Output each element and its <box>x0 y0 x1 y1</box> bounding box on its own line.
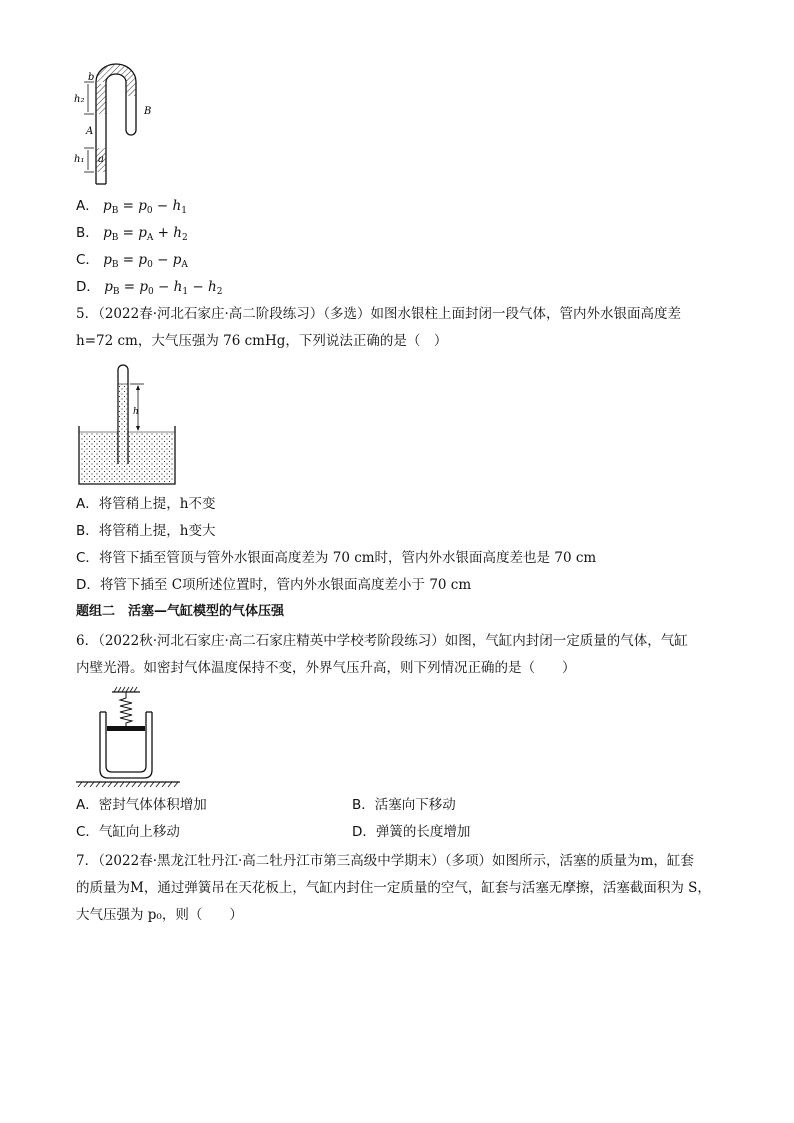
q5-option-b: B．将管稍上提，h变大 <box>76 523 216 539</box>
q4-label-h1: h₁ <box>74 154 85 165</box>
q6-option-a: A．密封气体体积增加 <box>76 797 207 813</box>
q4-option-d-formula: $p_B = p_0 - h_1 - h_2$ <box>104 279 223 297</box>
q4-option-c-formula: $p_B = p_0 - p_A$ <box>103 252 188 270</box>
q4-option-a: A． $p_B = p_0 - h_1$ <box>76 198 187 216</box>
group2-heading: 题组二 活塞—气缸模型的气体压强 <box>76 604 285 619</box>
q5-tube-trough-figure <box>78 360 178 488</box>
q7-stem-line2: 的质量为M，通过弹簧吊在天花板上，气缸内封住一定质量的空气，缸套与活塞无摩擦，活塞截面积为 S， <box>76 880 711 896</box>
q5-option-c: C．将管下插至管顶与管外水银面高度差为 70 cm时，管内外水银面高度差也是 70 cm <box>76 550 597 566</box>
q4-u-tube-figure <box>70 58 170 188</box>
q4-option-b: B． $p_B = p_A + h_2$ <box>76 225 188 243</box>
q6-option-b: B．活塞向下移动 <box>352 797 456 813</box>
q5-option-d: D．将管下插至 C项所述位置时，管内外水银面高度差小于 70 cm <box>76 577 472 593</box>
q6-option-c: C．气缸向上移动 <box>76 824 180 840</box>
q4-label-h2: h₂ <box>74 94 85 105</box>
q7-stem-line3: 大气压强为 p₀，则（ ） <box>76 907 243 923</box>
q4-option-b-formula: $p_B = p_A + h_2$ <box>103 225 188 243</box>
q5-option-a: A．将管稍上提，h不变 <box>76 496 216 512</box>
q6-cylinder-spring-figure <box>76 686 180 790</box>
q7-stem-line1: 7．（2022春·黑龙江牡丹江·高二牡丹江市第三高级中学期末）（多项）如图所示，活塞的质量为m，缸套 <box>76 853 694 869</box>
q5-stem-line2: h=72 cm，大气压强为 76 cmHg，下列说法正确的是（ ） <box>76 333 448 349</box>
q4-label-a: a <box>98 154 104 165</box>
q4-label-A: A <box>86 126 94 137</box>
q4-label-b: b <box>88 72 95 83</box>
q4-option-d: D． $p_B = p_0 - h_1 - h_2$ <box>76 279 223 297</box>
q4-label-B: B <box>144 106 152 117</box>
q4-option-c: C． $p_B = p_0 - p_A$ <box>76 252 188 270</box>
q4-option-a-formula: $p_B = p_0 - h_1$ <box>103 198 187 216</box>
q5-stem-line1: 5．（2022春·河北石家庄·高二阶段练习）（多选）如图水银柱上面封闭一段气体，管内外水银面高度差 <box>76 306 682 322</box>
q6-stem-line2: 内壁光滑。如密封气体温度保持不变，外界气压升高，则下列情况正确的是（ ） <box>76 660 576 676</box>
q5-label-h: h <box>133 407 139 417</box>
q6-option-d: D．弹簧的长度增加 <box>352 824 471 840</box>
q6-stem-line1: 6．（2022秋·河北石家庄·高二石家庄精英中学校考阶段练习）如图，气缸内封闭一定质量的气体，气缸 <box>76 633 688 649</box>
